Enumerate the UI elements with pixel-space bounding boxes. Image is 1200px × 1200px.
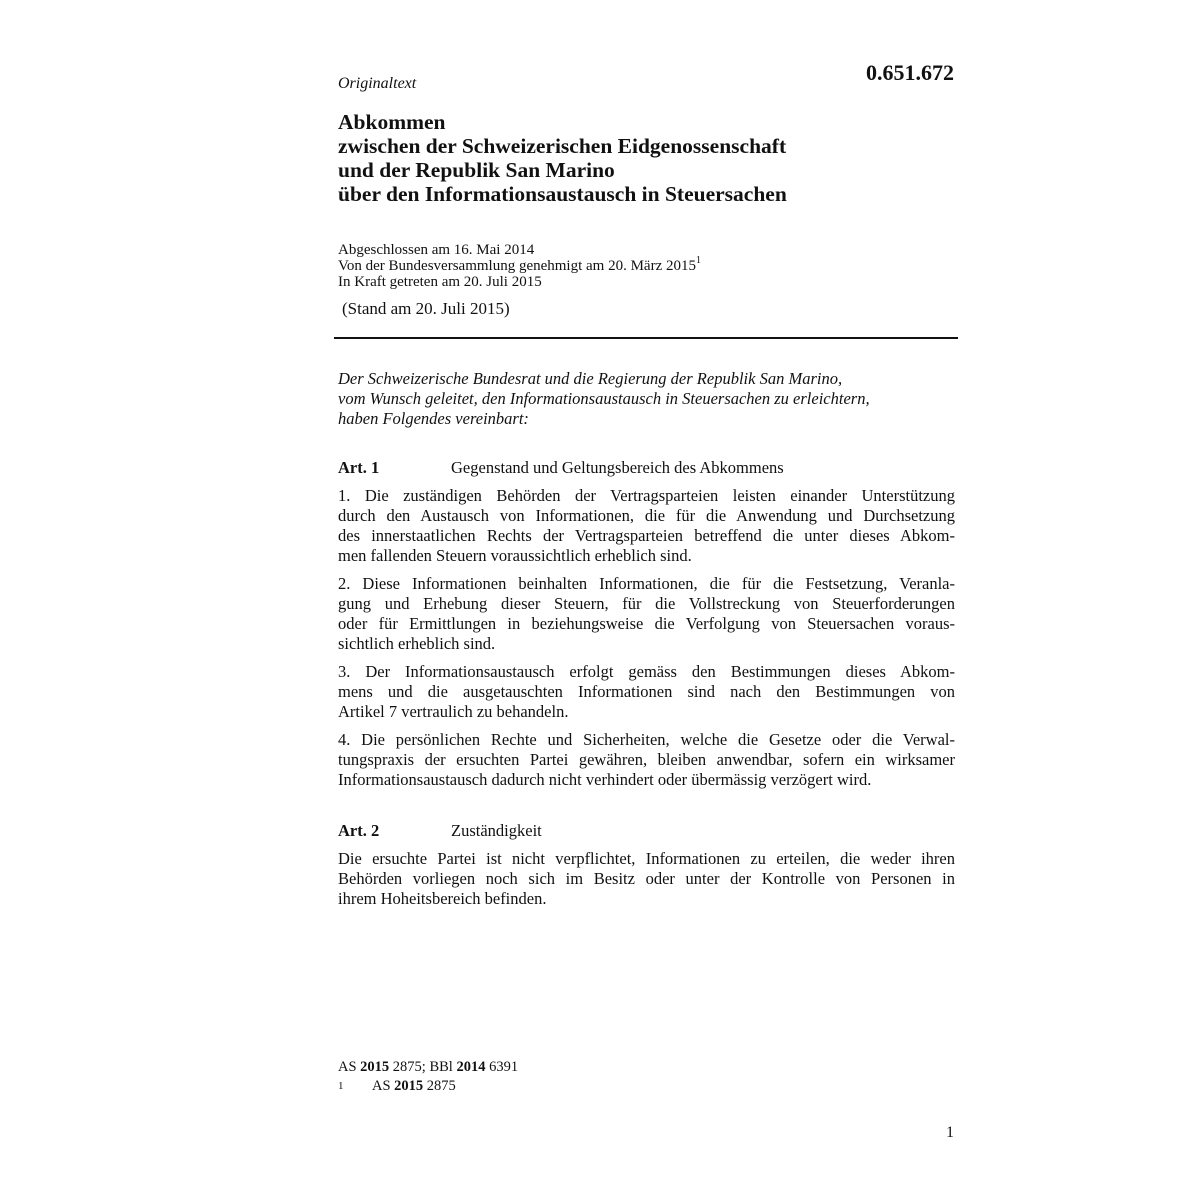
article-paragraph bbox=[338, 849, 955, 909]
publication-reference bbox=[338, 1058, 518, 1077]
footnote-1 bbox=[338, 1077, 518, 1096]
text-line: tungspraxis der ersuchten Partei gewähren, bleiben anwendbar, sofern ein wirksamer bbox=[338, 750, 955, 769]
horizontal-rule bbox=[334, 337, 958, 339]
article-1 bbox=[338, 458, 955, 790]
fn-prefix: AS bbox=[372, 1078, 395, 1094]
text-line: ihrem Hoheitsbereich befinden. bbox=[338, 889, 547, 908]
as-prefix: AS bbox=[338, 1059, 361, 1075]
page-number: 1 bbox=[946, 1124, 954, 1141]
document-metadata bbox=[338, 242, 958, 290]
status-date: (Stand am 20. Juli 2015) bbox=[342, 299, 510, 318]
text-line: men fallenden Steuern voraussichtlich erheblich sind. bbox=[338, 546, 692, 565]
text-line: durch den Austausch von Informationen, die für die Anwendung und Durchsetzung bbox=[338, 506, 955, 525]
bbl-page: 6391 bbox=[485, 1059, 519, 1075]
article-heading bbox=[338, 458, 955, 478]
article-paragraph bbox=[338, 730, 955, 790]
in-force-date: In Kraft getreten am 20. Juli 2015 bbox=[338, 274, 542, 290]
bbl-year: 2014 bbox=[456, 1059, 486, 1075]
text-line: Behörden vorliegen noch sich im Besitz oder unter der Kontrolle von Personen in bbox=[338, 869, 955, 888]
preamble-line: Der Schweizerische Bundesrat und die Regierung der Republik San Marino, bbox=[338, 369, 843, 388]
original-text-label: Originaltext bbox=[338, 75, 417, 92]
article-heading bbox=[338, 821, 955, 841]
text-line: mens und die ausgetauschten Informationen sind nach den Bestimmungen von bbox=[338, 682, 955, 701]
footnote-mark: 1 bbox=[338, 1080, 344, 1092]
as-page: 2875; BBl bbox=[389, 1059, 457, 1075]
text-line: 1. Die zuständigen Behörden der Vertragsparteien leisten einander Unterstützung bbox=[338, 486, 955, 505]
article-paragraph bbox=[338, 574, 955, 654]
article-paragraph bbox=[338, 662, 955, 722]
title-line: über den Informationsaustausch in Steuersachen bbox=[338, 182, 787, 206]
document-title bbox=[338, 110, 958, 206]
text-line: Artikel 7 vertraulich zu behandeln. bbox=[338, 702, 569, 721]
article-number: Art. 1 bbox=[338, 458, 380, 477]
footnotes bbox=[338, 1058, 518, 1096]
text-line: gung und Erhebung dieser Steuern, für die Vollstreckung von Steuerforderungen bbox=[338, 594, 955, 613]
fn-year: 2015 bbox=[394, 1078, 424, 1094]
article-title: Gegenstand und Geltungsbereich des Abkommens bbox=[451, 458, 784, 477]
preamble-line: haben Folgendes vereinbart: bbox=[338, 409, 529, 428]
preamble bbox=[338, 369, 958, 429]
approval-date-text: Von der Bundesversammlung genehmigt am 20. März 2015 bbox=[338, 258, 696, 274]
article-paragraph bbox=[338, 486, 955, 566]
text-line: 3. Der Informationsaustausch erfolgt gemäss den Bestimmungen dieses Abkom- bbox=[338, 662, 955, 681]
text-line: 4. Die persönlichen Rechte und Sicherheiten, welche die Gesetze oder die Verwal- bbox=[338, 730, 955, 749]
article-number: Art. 2 bbox=[338, 821, 380, 840]
concluded-date: Abgeschlossen am 16. Mai 2014 bbox=[338, 242, 535, 258]
preamble-line: vom Wunsch geleitet, den Informationsaustausch in Steuersachen zu erleichtern, bbox=[338, 389, 870, 408]
text-line: oder für Ermittlungen in beziehungsweise die Verfolgung von Steuersachen voraus- bbox=[338, 614, 955, 633]
article-2 bbox=[338, 821, 955, 909]
title-line: Abkommen bbox=[338, 110, 446, 134]
fn-page: 2875 bbox=[423, 1078, 456, 1094]
text-line: 2. Diese Informationen beinhalten Informationen, die für die Festsetzung, Veranla- bbox=[338, 574, 955, 593]
text-line: des innerstaatlichen Rechts der Vertragsparteien betreffend die unter dieses Abkom- bbox=[338, 526, 955, 545]
approval-date bbox=[338, 255, 958, 274]
footnote-ref[interactable]: 1 bbox=[696, 255, 701, 266]
article-title: Zuständigkeit bbox=[451, 821, 542, 840]
text-line: Die ersuchte Partei ist nicht verpflichtet, Informationen zu erteilen, die weder ihren bbox=[338, 849, 955, 868]
text-line: Informationsaustausch dadurch nicht verhindert oder übermässig verzögert wird. bbox=[338, 770, 872, 789]
as-year: 2015 bbox=[360, 1059, 390, 1075]
text-line: sichtlich erheblich sind. bbox=[338, 634, 496, 653]
title-line: und der Republik San Marino bbox=[338, 158, 615, 182]
title-line: zwischen der Schweizerischen Eidgenossenschaft bbox=[338, 134, 787, 158]
sr-number: 0.651.672 bbox=[866, 60, 954, 85]
